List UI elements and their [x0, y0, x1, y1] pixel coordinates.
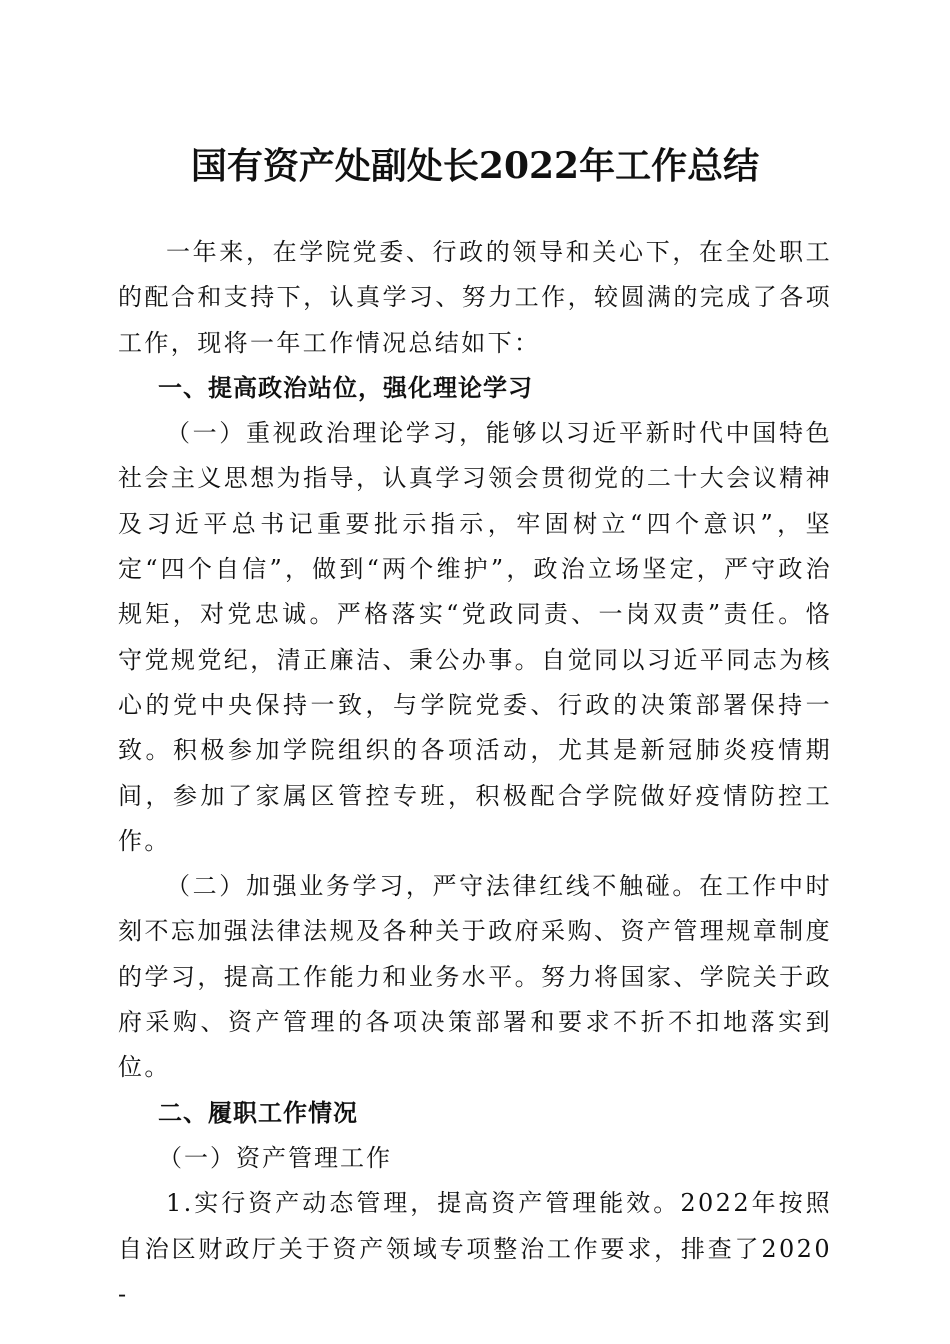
section-2-heading: 二、履职工作情况	[158, 1098, 358, 1127]
section-1-paragraph-2: （二）加强业务学习，严守法律红线不触碰。在工作中时刻不忘加强法律法规及各种关于政府采购、资产管理规章制度的学习，提高工作能力和业务水平。努力将国家、学院关于政府采购、资产管理的各项决策部署和要求不折不扣地落实到位。	[118, 872, 832, 1082]
document-title: 国有资产处副处长2022年工作总结	[190, 145, 760, 187]
document-body	[118, 230, 832, 1317]
section-1-heading: 一、提高政治站位，强化理论学习	[158, 373, 533, 402]
section-2-paragraph-1: 1.实行资产动态管理，提高资产管理能效。2022年按照自治区财政厅关于资产领域专项整治工作要求，排查了2020-	[118, 1189, 832, 1308]
section-2-subheading: （一）资产管理工作	[158, 1143, 392, 1172]
section-1-paragraph-1: （一）重视政治理论学习，能够以习近平新时代中国特色社会主义思想为指导，认真学习领会贯彻党的二十大会议精神及习近平总书记重要批示指示，牢固树立“四个意识”，坚定“四个自信”，做到“两个维护”，政治立场坚定，严守政治规矩，对党忠诚。严格落实“党政同责、一岗双责”责任。恪守党规党纪，清正廉洁、秉公办事。自觉同以习近平同志为核心的党中央保持一致，与学院党委、行政的决策部署保持一致。积极参加学院组织的各项活动，尤其是新冠肺炎疫情期间，参加了家属区管控专班，积极配合学院做好疫情防控工作。	[118, 419, 832, 855]
intro-paragraph: 一年来，在学院党委、行政的领导和关心下，在全处职工的配合和支持下，认真学习、努力工作，较圆满的完成了各项工作，现将一年工作情况总结如下：	[118, 238, 832, 357]
